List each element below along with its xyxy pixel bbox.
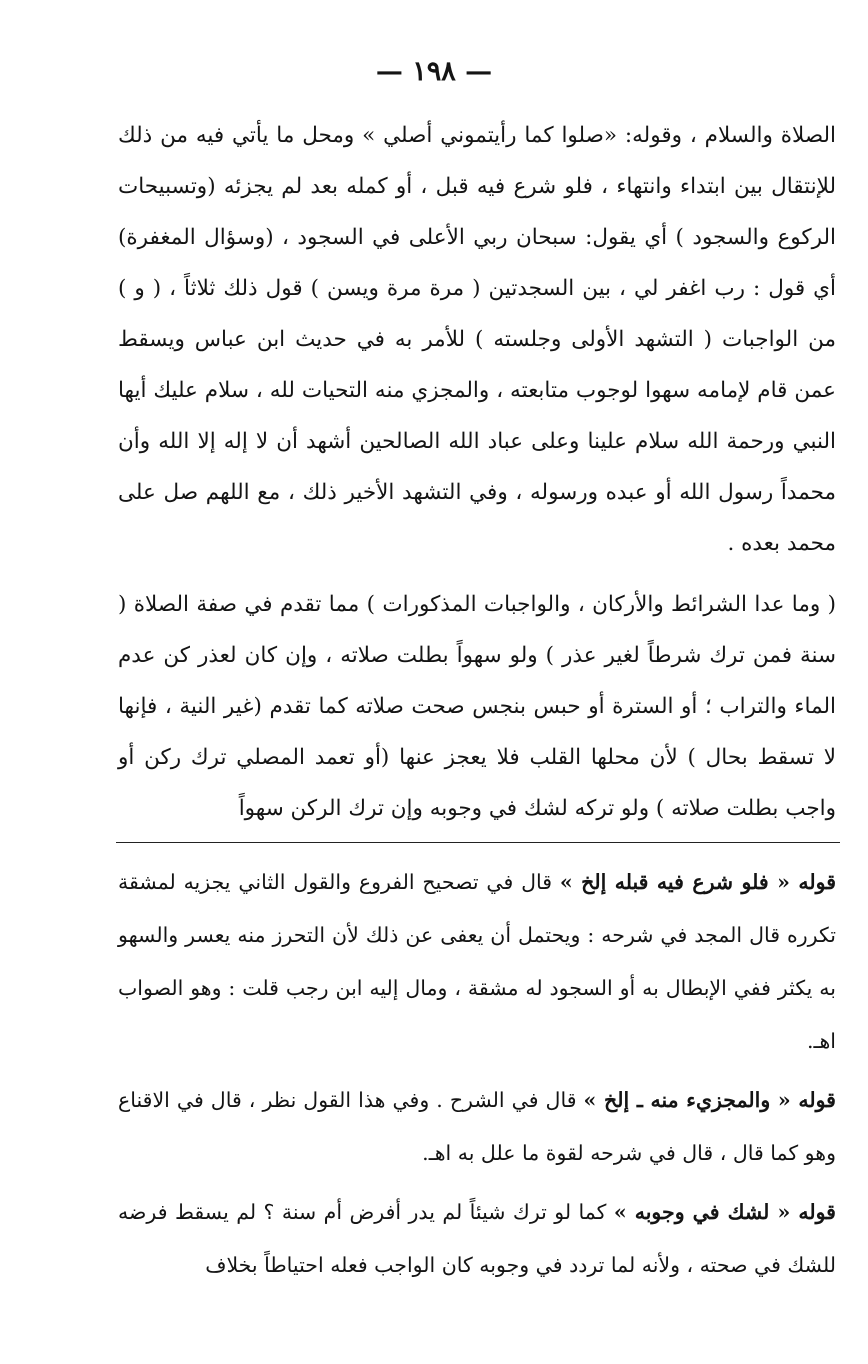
footnote-lead: قوله « لشك في وجوبه »	[613, 1200, 836, 1224]
footnote	[118, 1074, 836, 1180]
footnote-separator	[116, 842, 840, 843]
footnote-body: قال في الشرح . وفي هذا القول نظر ، قال في الاقناع وهو كما قال ، قال في شرحه لقوة ما علل به اهـ.	[118, 1088, 836, 1165]
footnotes	[118, 856, 836, 1292]
footnote-lead: قوله « فلو شرع فيه قبله إلخ »	[559, 870, 836, 894]
main-paragraph: الصلاة والسلام ، وقوله: «صلوا كما رأيتموني أصلي » ومحل ما يأتي فيه من ذلك للإنتقال بين ابتداء وانتهاء ، فلو شرع فيه قبل ، أو كمله بعد لم يجزئه (وتسبيحات الركوع والسجود ) أي يقول: سبحان ربي الأعلى في السجود ، (وسؤال المغفرة) أي قول : رب اغفر لي ، بين السجدتين ( مرة مرة ويسن ) قول ذلك ثلاثاً ، ( و ) من الواجبات ( التشهد الأولى وجلسته ) للأمر به في حديث ابن عباس ويسقط عمن قام لإمامه سهوا لوجوب متابعته ، والمجزي منه التحيات لله ، سلام عليك أيها النبي ورحمة الله سلام علينا وعلى عباد الله الصالحين أشهد أن لا إله إلا الله وأن محمداً رسول الله أو عبده ورسوله ، وفي التشهد الأخير ذلك ، مع اللهم صل على محمد بعده .	[118, 123, 836, 556]
footnote-body: قال في تصحيح الفروع والقول الثاني يجزيه لمشقة تكرره قال المجد في شرحه : ويحتمل أن يعفى عن ذلك لأن التحرز منه يعسر والسهو به يكثر ففي الإبطال به أو السجود له مشقة ، ومال إليه ابن رجب قلت : وهو الصواب اهـ.	[118, 870, 836, 1053]
footnote-lead: قوله « والمجزيء منه ـ إلخ »	[583, 1088, 836, 1112]
footnote-body: كما لو ترك شيئاً لم يدر أفرض أم سنة ؟ لم يسقط فرضه للشك في صحته ، ولأنه لما تردد في وجوبه كان الواجب فعله احتياطاً بخلاف	[118, 1200, 836, 1277]
footnote	[118, 1186, 836, 1292]
page-number: — ١٩٨ —	[375, 56, 493, 87]
footnote	[118, 856, 836, 1068]
main-text	[118, 110, 836, 834]
main-paragraph: ( وما عدا الشرائط والأركان ، والواجبات المذكورات ) مما تقدم في صفة الصلاة ( سنة فمن ترك شرطاً لغير عذر ) ولو سهواً بطلت صلاته ، وإن كان لعذر كن عدم الماء والتراب ؛ أو السترة أو حبس بنجس صحت صلاته كما تقدم (غير النية ، فإنها لا تسقط بحال ) لأن محلها القلب فلا يعجز عنها (أو تعمد المصلي ترك ركن أو واجب بطلت صلاته ) ولو تركه لشك في وجوبه وإن ترك الركن سهواً	[118, 592, 836, 821]
